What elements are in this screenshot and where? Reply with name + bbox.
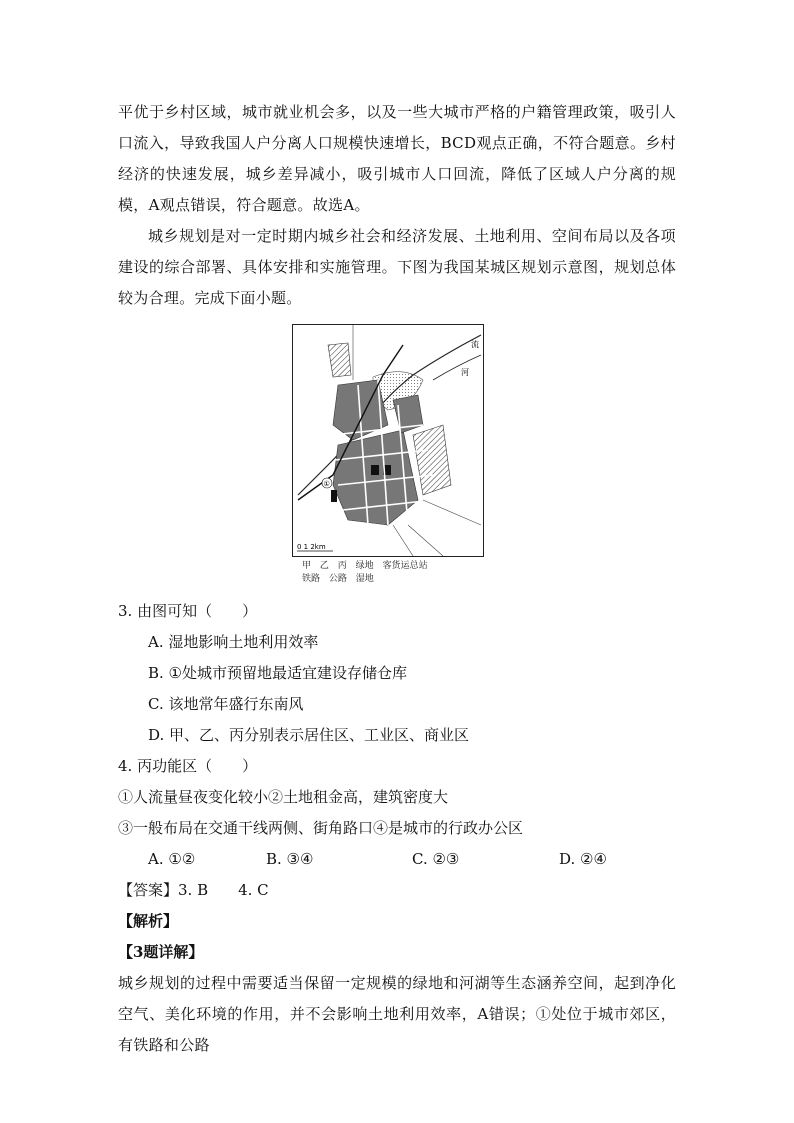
q4-option-c: C. ②③ bbox=[412, 850, 460, 868]
marker-label: ① bbox=[323, 480, 330, 488]
legend-row-1 bbox=[302, 560, 492, 573]
q3-option-d: D. 甲、乙、丙分别表示居住区、工业区、商业区 bbox=[148, 726, 470, 744]
city-planning-map-figure bbox=[292, 324, 492, 586]
q4-option-a: A. ①② bbox=[148, 850, 196, 868]
q3-option-a: A. 湿地影响土地利用效率 bbox=[148, 633, 319, 651]
answer-line: 【答案】3. B 4. C bbox=[118, 881, 269, 899]
legend-highway: 公路 bbox=[328, 574, 347, 584]
legend-row-2 bbox=[302, 573, 492, 586]
legend-wetland: 湿地 bbox=[355, 574, 374, 584]
q3-option-c: C. 该地常年盛行东南风 bbox=[148, 695, 304, 713]
legend-yi: 乙 bbox=[319, 561, 329, 571]
q4-statement-1: ①人流量昼夜变化较小②土地租金高，建筑密度大 bbox=[118, 788, 449, 806]
detail-text: 城乡规划的过程中需要适当保留一定规模的绿地和河湖等生态涵养空间，起到净化空气、美化环境的作用，并不会影响土地利用效率，A错误；①处位于城市郊区，有铁路和公路 bbox=[118, 974, 676, 1054]
legend-bing: 丙 bbox=[337, 561, 347, 571]
river-label-1: 河 bbox=[461, 368, 469, 377]
q3-stem: 3. 由图可知（ ） bbox=[118, 602, 258, 620]
legend-jia: 甲 bbox=[302, 561, 312, 571]
detail-label: 【3题详解】 bbox=[118, 943, 204, 961]
passage-paragraph: 城乡规划是对一定时期内城乡社会和经济发展、土地利用、空间布局以及各项建设的综合部署、具体安排和实施管理。下图为我国某城区规划示意图，规划总体较为合理。完成下面小题。 bbox=[118, 227, 676, 307]
river-label-2: 流 bbox=[471, 340, 479, 349]
zone-bing-3 bbox=[331, 490, 337, 502]
zone-bing-1 bbox=[371, 465, 379, 475]
legend-railway: 铁路 bbox=[302, 574, 321, 584]
city-planning-map bbox=[292, 324, 484, 557]
q4-statement-2: ③一般布局在交通干线两侧、街角路口④是城市的行政办公区 bbox=[118, 819, 524, 837]
map-legend bbox=[292, 560, 492, 586]
intro-paragraph: 平优于乡村区域，城市就业机会多，以及一些大城市严格的户籍管理政策，吸引人口流入，导致我国人户分离人口规模快速增长，BCD观点正确，不符合题意。乡村经济的快速发展，城乡差异减小，吸引城市人口回流，降低了区域人户分离的规模，A观点错误，符合题意。故选A。 bbox=[118, 103, 676, 214]
q4-stem: 4. 丙功能区（ ） bbox=[118, 757, 258, 775]
scale-label: 0 1 2km bbox=[297, 543, 326, 551]
q4-option-b: B. ③④ bbox=[266, 850, 314, 868]
paper-page bbox=[118, 0, 676, 1061]
q4-options bbox=[148, 844, 676, 875]
q3-option-b: B. ①处城市预留地最适宜建设存储仓库 bbox=[148, 664, 408, 682]
legend-green: 绿地 bbox=[355, 561, 374, 571]
q4-option-d: D. ②④ bbox=[559, 850, 607, 868]
analysis-label: 【解析】 bbox=[118, 912, 179, 930]
legend-station: 客货运总站 bbox=[382, 561, 428, 571]
